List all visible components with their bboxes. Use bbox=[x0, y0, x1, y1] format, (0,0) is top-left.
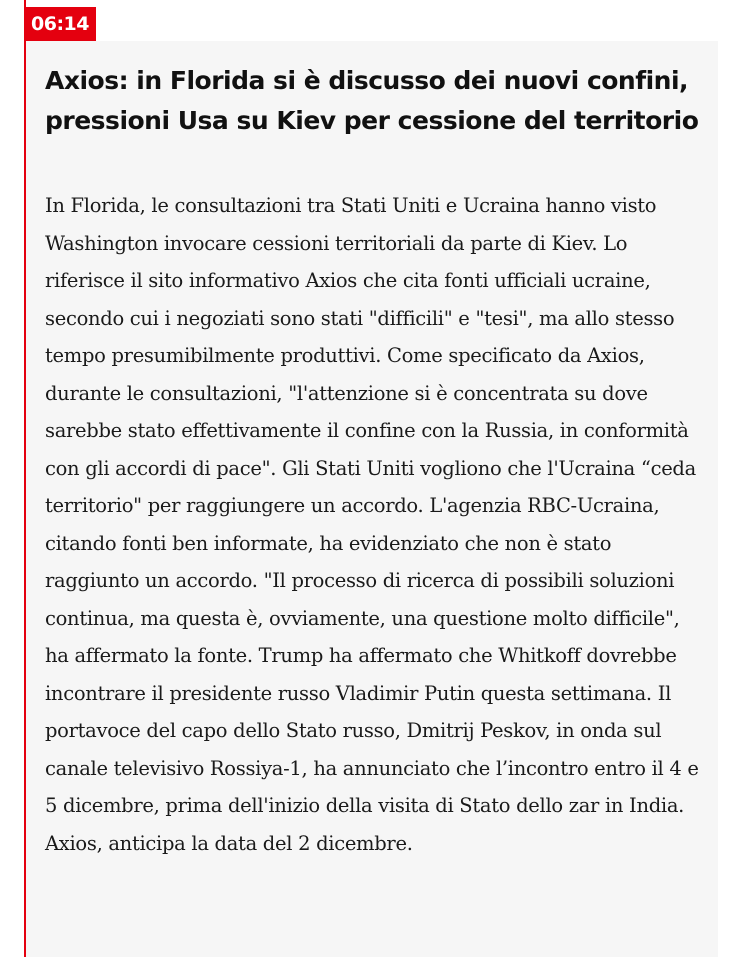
time-badge: 06:14 bbox=[24, 7, 96, 41]
post-body: In Florida, le consultazioni tra Stati Uniti e Ucraina hanno visto Washington invocare cessioni territoriali da parte di Kiev. Lo riferisce il sito informativo Axios che cita fonti ufficiali ucraine, secondo cui i negoziati sono stati "difficili" e "tesi", ma allo stesso tempo presumibilmente produttivi. Come specificato da Axios, durante le consultazioni, "l'attenzione si è concentrata su dove sarebbe stato effettivamente il confine con la Russia, in conformità con gli accordi di pace". Gli Stati Uniti vogliono che l'Ucraina “ceda territorio" per raggiungere un accordo. L'agenzia RBC-Ucraina, citando fonti ben informate, ha evidenziato che non è stato raggiunto un accordo. "Il processo di ricerca di possibili soluzioni continua, ma questa è, ovviamente, una questione molto difficile", ha affermato la fonte. Trump ha affermato che Whitkoff dovrebbe incontrare il presidente russo Vladimir Putin questa settimana. Il portavoce del capo dello Stato russo, Dmitrij Peskov, in onda sul canale televisivo Rossiya-1, ha annunciato che l’incontro entro il 4 e 5 dicembre, prima dell'inizio della visita di Stato dello zar in India. Axios, anticipa la data del 2 dicembre. bbox=[45, 194, 699, 855]
live-post-card bbox=[26, 41, 718, 957]
post-headline: Axios: in Florida si è discusso dei nuovi confini, pressioni Usa su Kiev per cessione del territorio bbox=[45, 66, 699, 135]
